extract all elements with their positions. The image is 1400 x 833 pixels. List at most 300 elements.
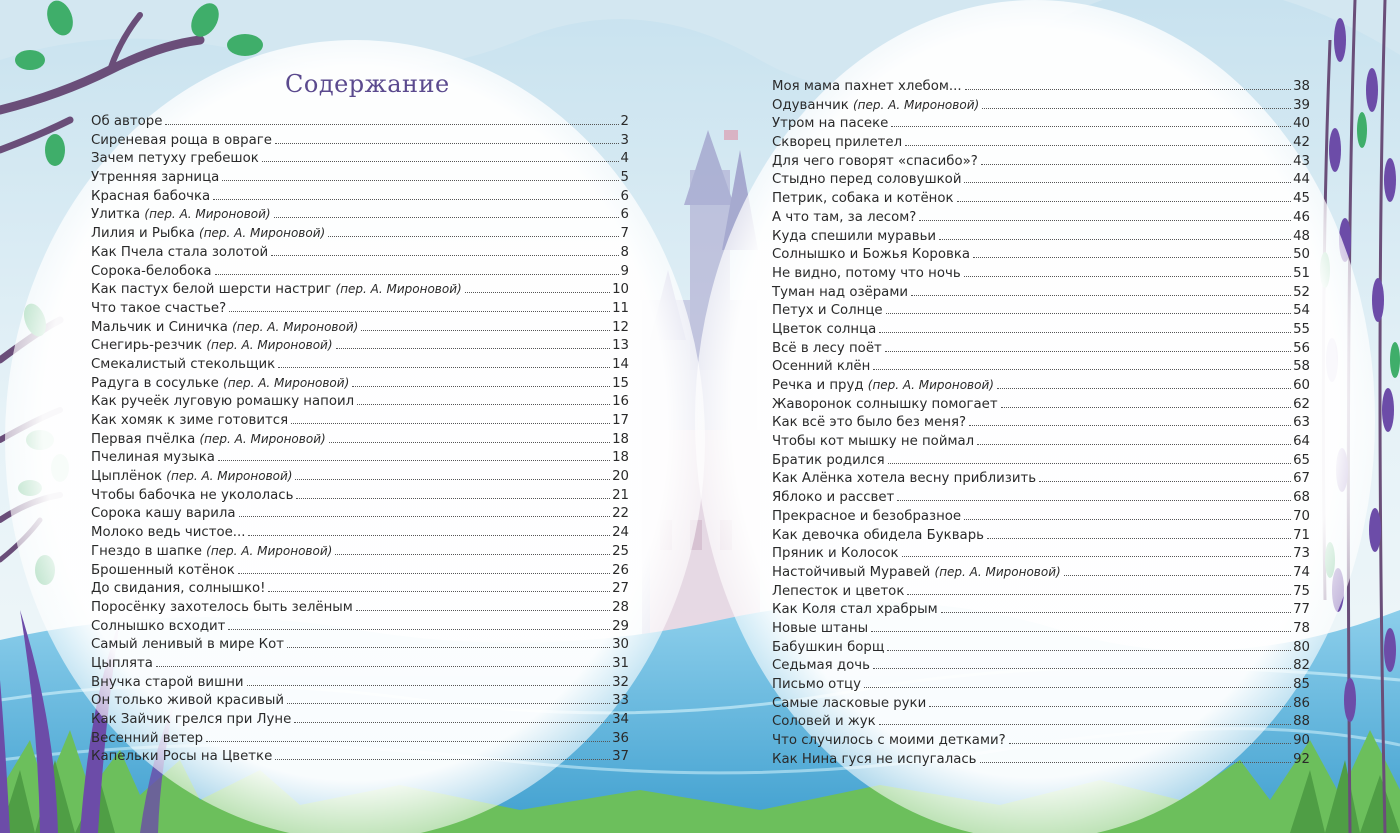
- toc-page-number: 29: [612, 618, 629, 634]
- entry-title-text: Как ручеёк луговую ромашку напоил: [91, 394, 355, 410]
- toc-page-number: 20: [612, 469, 629, 485]
- toc-page-number: 45: [1293, 191, 1310, 207]
- toc-entry: [772, 322, 1310, 341]
- toc-page-number: 25: [612, 543, 629, 559]
- translator-note: (пер. А. Мироновой): [199, 226, 326, 241]
- toc-page-number: 43: [1293, 153, 1310, 169]
- toc-entry: [772, 98, 1310, 117]
- dot-leader: [335, 553, 610, 555]
- dot-leader: [871, 630, 1291, 632]
- toc-entry-title: [91, 731, 203, 746]
- entry-title-text: Прекрасное и безобразное: [772, 508, 962, 524]
- entry-title-text: Жаворонок солнышку помогает: [772, 396, 998, 412]
- toc-page-number: 54: [1293, 303, 1310, 319]
- dot-leader: [886, 312, 1291, 314]
- toc-entry: [772, 172, 1310, 191]
- toc-entry-title: [91, 413, 288, 428]
- toc-page-number: 92: [1293, 751, 1310, 767]
- dot-leader: [239, 515, 611, 517]
- toc-entry: [91, 338, 629, 357]
- entry-title-text: Он только живой красивый: [91, 693, 285, 709]
- toc-entry: [91, 749, 629, 768]
- dot-leader: [328, 235, 618, 237]
- dot-leader: [887, 649, 1291, 651]
- dot-leader: [980, 761, 1292, 763]
- toc-entry: [772, 434, 1310, 453]
- toc-page-number: 10: [612, 282, 629, 298]
- entry-title-text: Молоко ведь чистое...: [91, 525, 246, 541]
- toc-page-number: 3: [620, 132, 629, 148]
- translator-note: (пер. А. Мироновой): [232, 319, 359, 334]
- toc-entry-title: [91, 712, 291, 727]
- toc-entry-title: [91, 432, 326, 447]
- dot-leader: [291, 422, 610, 424]
- translator-note: (пер. А. Мироновой): [166, 469, 293, 484]
- dot-leader: [929, 705, 1291, 707]
- dot-leader: [215, 273, 619, 275]
- toc-page-number: 26: [612, 562, 629, 578]
- toc-entry: [772, 471, 1310, 490]
- dot-leader: [295, 478, 610, 480]
- entry-title-text: Улитка: [91, 207, 141, 223]
- toc-page-number: 33: [612, 693, 629, 709]
- entry-title-text: Гнездо в шапке: [91, 543, 202, 559]
- toc-page-number: 8: [620, 244, 629, 260]
- toc-entry: [91, 264, 629, 283]
- toc-entry-title: [772, 565, 1061, 580]
- toc-entry: [91, 170, 629, 189]
- toc-entry-title: [91, 245, 268, 260]
- toc-entry-title: [91, 189, 210, 204]
- translator-note: (пер. А. Мироновой): [206, 338, 333, 353]
- entry-title-text: Сорока кашу варила: [91, 506, 236, 522]
- toc-entry: [772, 229, 1310, 248]
- toc-page-number: 40: [1293, 116, 1310, 132]
- toc-entry: [772, 285, 1310, 304]
- toc-entry-title: [772, 509, 961, 524]
- toc-page-number: 60: [1293, 378, 1310, 393]
- entry-title-text: Капельки Росы на Цветке: [91, 749, 273, 765]
- toc-entry-title: [772, 640, 884, 655]
- entry-title-text: Цыплёнок: [91, 469, 163, 485]
- toc-entry-title: [772, 116, 888, 131]
- toc-entry: [91, 133, 629, 152]
- toc-entry: [772, 490, 1310, 509]
- entry-title-text: Об авторе: [91, 114, 163, 129]
- toc-page-number: 63: [1293, 415, 1310, 431]
- entry-title-text: До свидания, солнышко!: [91, 581, 266, 597]
- dot-leader: [247, 684, 611, 686]
- entry-title-text: Как Коля стал храбрым: [772, 602, 938, 618]
- toc-entry-title: [772, 471, 1036, 486]
- toc-entry-title: [772, 322, 876, 337]
- dot-leader: [275, 142, 619, 144]
- entry-title-text: Всё в лесу поёт: [772, 340, 882, 356]
- dot-leader: [902, 555, 1291, 557]
- right-page: [700, 0, 1400, 833]
- toc-entry: [772, 266, 1310, 285]
- toc-entry: [772, 696, 1310, 715]
- translator-note: (пер. А. Мироновой): [335, 282, 462, 297]
- entry-title-text: Что такое счастье?: [91, 300, 227, 316]
- toc-page-number: 31: [612, 655, 629, 671]
- toc-entry-title: [91, 525, 245, 540]
- translator-note: (пер. А. Мироновой): [144, 207, 271, 222]
- toc-page-number: 21: [612, 487, 629, 503]
- dot-leader: [939, 238, 1291, 240]
- dot-leader: [891, 125, 1291, 127]
- toc-page-number: 27: [612, 581, 629, 597]
- dot-leader: [885, 350, 1291, 352]
- toc-entry: [772, 415, 1310, 434]
- toc-entry-title: [91, 675, 244, 690]
- toc-entry-title: [91, 563, 235, 578]
- entry-title-text: Не видно, потому что ночь: [772, 265, 961, 281]
- toc-entry-title: [91, 581, 265, 596]
- toc-entry-title: [772, 490, 894, 505]
- toc-entry: [91, 563, 629, 582]
- toc-entry-title: [772, 285, 908, 300]
- dot-leader: [997, 387, 1291, 389]
- dot-leader: [964, 181, 1291, 183]
- dot-leader: [271, 254, 618, 256]
- toc-entry: [772, 79, 1310, 98]
- entry-title-text: Скворец прилетел: [772, 135, 903, 151]
- toc-page-number: 73: [1293, 546, 1310, 562]
- dot-leader: [888, 462, 1292, 464]
- toc-entry: [772, 116, 1310, 135]
- toc-entry-title: [772, 135, 902, 150]
- entry-title-text: Одуванчик: [772, 97, 849, 113]
- dot-leader: [864, 686, 1291, 688]
- dot-leader: [911, 294, 1291, 296]
- toc-entry-title: [772, 453, 885, 468]
- dot-leader: [1064, 574, 1291, 576]
- toc-page-number: 67: [1293, 471, 1310, 487]
- entry-title-text: Как Нина гуся не испугалась: [772, 751, 977, 767]
- entry-title-text: Цыплята: [91, 655, 153, 671]
- toc-page-number: 15: [612, 375, 629, 391]
- toc-entry: [91, 226, 629, 245]
- entry-title-text: Сорока-белобока: [91, 263, 212, 279]
- toc-entry-title: [91, 226, 325, 241]
- entry-title-text: Осенний клён: [772, 359, 871, 375]
- toc-entry: [91, 357, 629, 376]
- dot-leader: [981, 163, 1291, 165]
- dot-leader: [907, 593, 1291, 595]
- toc-entry-title: [772, 191, 954, 206]
- entry-title-text: Брошенный котёнок: [91, 562, 235, 578]
- toc-entry-title: [91, 506, 236, 521]
- entry-title-text: Смекалистый стекольщик: [91, 356, 276, 372]
- toc-page-number: 18: [612, 431, 629, 447]
- toc-entry-title: [772, 621, 868, 636]
- toc-entry-title: [91, 264, 212, 279]
- toc-entry-title: [91, 749, 272, 764]
- toc-entry-title: [772, 546, 899, 561]
- toc-page-number: 48: [1293, 228, 1310, 244]
- toc-page-number: 37: [612, 749, 629, 765]
- entry-title-text: Как пастух белой шерсти настриг: [91, 282, 332, 298]
- dot-leader: [964, 518, 1291, 520]
- toc-page-number: 55: [1293, 321, 1310, 337]
- toc-entry: [772, 135, 1310, 154]
- toc-page-number: 28: [612, 599, 629, 615]
- dot-leader: [248, 534, 610, 536]
- toc-entry: [772, 752, 1310, 771]
- toc-page-number: 90: [1293, 733, 1310, 749]
- dot-leader: [361, 329, 610, 331]
- toc-entry: [91, 525, 629, 544]
- dot-leader: [879, 331, 1291, 333]
- dot-leader: [897, 499, 1291, 501]
- toc-entry: [91, 189, 629, 208]
- entry-title-text: Первая пчёлка: [91, 431, 196, 447]
- dot-leader: [982, 107, 1291, 109]
- translator-note: (пер. А. Мироновой): [206, 543, 333, 558]
- entry-title-text: Самые ласковые руки: [772, 695, 927, 711]
- toc-entry: [772, 546, 1310, 565]
- toc-entry-title: [91, 357, 275, 372]
- dot-leader: [165, 123, 618, 125]
- toc-page-number: 86: [1293, 695, 1310, 711]
- entry-title-text: Чтобы кот мышку не поймал: [772, 434, 975, 450]
- toc-entry-title: [772, 172, 961, 187]
- entry-title-text: Самый ленивый в мире Кот: [91, 637, 284, 653]
- toc-entry: [91, 712, 629, 731]
- dot-leader: [275, 758, 610, 760]
- translator-note: (пер. А. Мироновой): [223, 375, 350, 390]
- toc-entry-title: [91, 114, 162, 129]
- dot-leader: [206, 740, 610, 742]
- toc-entry-title: [91, 338, 333, 353]
- toc-entry: [772, 397, 1310, 416]
- toc-entry-title: [91, 656, 153, 671]
- toc-entry: [772, 584, 1310, 603]
- toc-entry: [772, 247, 1310, 266]
- entry-title-text: Соловей и жук: [772, 714, 876, 730]
- toc-entry-title: [772, 397, 998, 412]
- toc-entry: [772, 154, 1310, 173]
- entry-title-text: Куда спешили муравьи: [772, 228, 937, 244]
- entry-title-text: Речка и пруд: [772, 378, 864, 393]
- toc-entry-title: [772, 303, 883, 318]
- dot-leader: [873, 667, 1291, 669]
- toc-entry-title: [772, 359, 870, 374]
- entry-title-text: Чтобы бабочка не укололась: [91, 487, 294, 503]
- toc-entry-title: [91, 544, 332, 559]
- toc-entry-title: [772, 696, 926, 711]
- toc-entry-title: [772, 79, 962, 94]
- dot-leader: [969, 424, 1291, 426]
- toc-page-number: 88: [1293, 714, 1310, 730]
- toc-entry: [91, 675, 629, 694]
- toc-page-number: 65: [1293, 452, 1310, 468]
- toc-entry: [91, 488, 629, 507]
- toc-entry-title: [91, 469, 292, 484]
- toc-entry-title: [91, 151, 259, 166]
- toc-entry-title: [772, 210, 916, 225]
- toc-entry: [91, 413, 629, 432]
- toc-page-number: 30: [612, 637, 629, 653]
- entry-title-text: Новые штаны: [772, 620, 869, 636]
- toc-entry-title: [91, 600, 353, 615]
- toc-entry-title: [91, 637, 284, 652]
- dot-leader: [262, 160, 619, 162]
- dot-leader: [278, 366, 610, 368]
- toc-page-number: 22: [612, 506, 629, 522]
- toc-page-number: 77: [1293, 602, 1310, 618]
- toc-entry-title: [772, 98, 979, 113]
- toc-entry: [91, 600, 629, 619]
- toc-page-number: 42: [1293, 135, 1310, 151]
- dot-leader: [1039, 480, 1291, 482]
- toc-page-number: 18: [612, 450, 629, 466]
- toc-entry: [91, 320, 629, 339]
- entry-title-text: Утренняя зарница: [91, 170, 220, 186]
- toc-page-number: 24: [612, 525, 629, 541]
- dot-leader: [965, 88, 1292, 90]
- toc-entry: [772, 509, 1310, 528]
- entry-title-text: Братик родился: [772, 452, 885, 468]
- toc-entry-title: [772, 434, 974, 449]
- toc-page-number: 11: [612, 300, 629, 316]
- entry-title-text: Как хомяк к зиме готовится: [91, 413, 289, 428]
- entry-title-text: Как всё это было без меня?: [772, 415, 967, 431]
- toc-entry-title: [91, 133, 272, 148]
- toc-entry-title: [772, 584, 904, 599]
- toc-entry: [772, 621, 1310, 640]
- toc-page-number: 56: [1293, 340, 1310, 356]
- dot-leader: [977, 443, 1291, 445]
- entry-title-text: Цветок солнца: [772, 321, 877, 337]
- toc-entry: [91, 114, 629, 133]
- dot-leader: [879, 723, 1291, 725]
- toc-entry-title: [772, 658, 870, 673]
- toc-page-number: 74: [1293, 564, 1310, 580]
- toc-page-number: 58: [1293, 359, 1310, 375]
- toc-entry: [772, 359, 1310, 378]
- toc-entry: [772, 658, 1310, 677]
- toc-entry-title: [772, 677, 861, 692]
- dot-leader: [987, 537, 1291, 539]
- toc-page-number: 32: [612, 674, 629, 690]
- toc-page-number: 71: [1293, 527, 1310, 543]
- toc-page-number: 70: [1293, 508, 1310, 524]
- toc-entry-title: [91, 619, 225, 634]
- dot-leader: [287, 646, 610, 648]
- toc-entry-title: [91, 282, 462, 297]
- entry-title-text: Утром на пасеке: [772, 116, 889, 132]
- page-title: Содержание: [285, 70, 450, 98]
- entry-title-text: Стыдно перед соловушкой: [772, 172, 962, 188]
- toc-entry-title: [91, 301, 226, 316]
- toc-entry: [772, 602, 1310, 621]
- toc-page-number: 7: [620, 226, 629, 242]
- dot-leader: [357, 403, 610, 405]
- entry-title-text: Лепесток и цветок: [772, 583, 905, 599]
- toc-entry: [91, 656, 629, 675]
- toc-page-number: 44: [1293, 172, 1310, 188]
- toc-page-number: 50: [1293, 247, 1310, 263]
- toc-entry-title: [772, 714, 876, 729]
- toc-page-number: 2: [620, 114, 629, 129]
- dot-leader: [229, 310, 610, 312]
- entry-title-text: Поросёнку захотелось быть зелёным: [91, 599, 353, 615]
- toc-entry: [772, 640, 1310, 659]
- toc-entry: [91, 469, 629, 488]
- entry-title-text: Моя мама пахнет хлебом...: [772, 79, 962, 94]
- toc-page-number: 52: [1293, 284, 1310, 300]
- toc-entry: [91, 301, 629, 320]
- toc-page-number: 5: [620, 170, 629, 186]
- entry-title-text: Пряник и Колосок: [772, 546, 899, 562]
- toc-entry: [772, 528, 1310, 547]
- toc-page-number: 16: [612, 394, 629, 410]
- toc-entry: [772, 210, 1310, 229]
- toc-page-number: 34: [612, 712, 629, 727]
- toc-entry: [772, 341, 1310, 360]
- toc-entry: [91, 450, 629, 469]
- dot-leader: [1009, 742, 1291, 744]
- dot-leader: [296, 497, 610, 499]
- toc-page-number: 78: [1293, 620, 1310, 636]
- dot-leader: [238, 572, 610, 574]
- entry-title-text: Солнышко и Божья Коровка: [772, 247, 971, 263]
- dot-leader: [218, 459, 610, 461]
- toc-entry: [772, 565, 1310, 584]
- entry-title-text: Седьмая дочь: [772, 658, 870, 674]
- toc-entry: [91, 731, 629, 750]
- toc-page-number: 39: [1293, 97, 1310, 113]
- toc-entry: [91, 506, 629, 525]
- translator-note: (пер. А. Мироновой): [852, 97, 980, 112]
- toc-entry-title: [772, 266, 961, 281]
- dot-leader: [329, 441, 610, 443]
- entry-title-text: Пчелиная музыка: [91, 450, 215, 466]
- dot-leader: [352, 385, 610, 387]
- entry-title-text: Настойчивый Муравей: [772, 564, 931, 580]
- toc-page-number: 6: [620, 188, 629, 204]
- toc-page-number: 68: [1293, 490, 1310, 506]
- toc-entry-title: [772, 378, 994, 393]
- translator-note: (пер. А. Мироновой): [867, 378, 994, 392]
- entry-title-text: Лилия и Рыбка: [91, 226, 195, 242]
- dot-leader: [905, 144, 1291, 146]
- toc-page-number: 46: [1293, 209, 1310, 225]
- toc-entry-title: [772, 752, 977, 767]
- entry-title-text: Петух и Солнце: [772, 303, 883, 319]
- toc-entry-title: [91, 207, 271, 222]
- entry-title-text: Мальчик и Синичка: [91, 319, 228, 335]
- toc-page-number: 6: [620, 207, 629, 223]
- entry-title-text: Радуга в сосульке: [91, 375, 219, 391]
- entry-title-text: Письмо отцу: [772, 677, 861, 692]
- toc-entry: [91, 207, 629, 226]
- toc-entry: [91, 581, 629, 600]
- toc-entry: [91, 376, 629, 395]
- toc-page-number: 17: [612, 413, 629, 428]
- entry-title-text: Петрик, собака и котёнок: [772, 191, 954, 207]
- toc-entry-title: [91, 320, 358, 335]
- toc-page-number: 38: [1293, 79, 1310, 94]
- toc-entry-title: [91, 376, 349, 391]
- toc-entry: [772, 714, 1310, 733]
- toc-entry-title: [772, 415, 966, 430]
- toc-entry: [91, 544, 629, 563]
- toc-entry-title: [772, 733, 1006, 748]
- toc-entry-title: [91, 170, 219, 185]
